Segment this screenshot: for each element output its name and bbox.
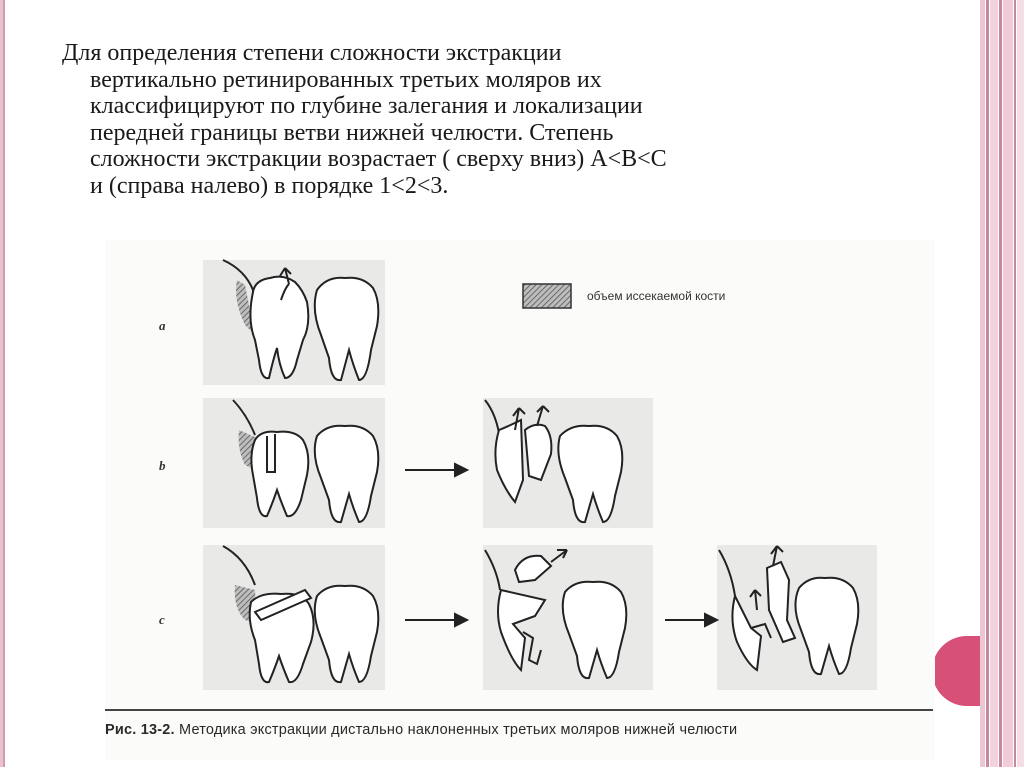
text-line-6: и (справа налево) в порядке 1<2<3. [90,172,449,199]
figure-caption [105,722,737,738]
decorative-half-circle [932,636,980,706]
caption-text: Методика экстракции дистально наклоненных третьих моляров нижней челюсти [179,722,738,738]
text-line-2: вертикально ретинированных третьих моляров их [90,66,602,93]
text-line-4: передней границы ветви нижней челюсти. Степень [90,119,614,146]
text-line-3: классифицируют по глубине залегания и локализации [90,93,643,119]
left-frame-decoration [0,0,6,767]
row-label-c: c [159,612,165,627]
text-line-1: Для определения степени сложности экстракции [62,40,562,66]
text-line-5: сложности экстракции возрастает ( сверху вниз) A<B<C [90,146,667,172]
row-label-a: a [159,318,166,333]
caption-prefix: Рис. 13-2. [105,722,175,738]
tooth-extraction-figure [105,240,935,760]
legend-label: объем иссекаемой кости [587,289,726,303]
slide-body-text [62,40,942,199]
legend-swatch [523,284,571,308]
right-frame-decoration [980,0,1024,767]
row-label-b: b [159,458,166,473]
